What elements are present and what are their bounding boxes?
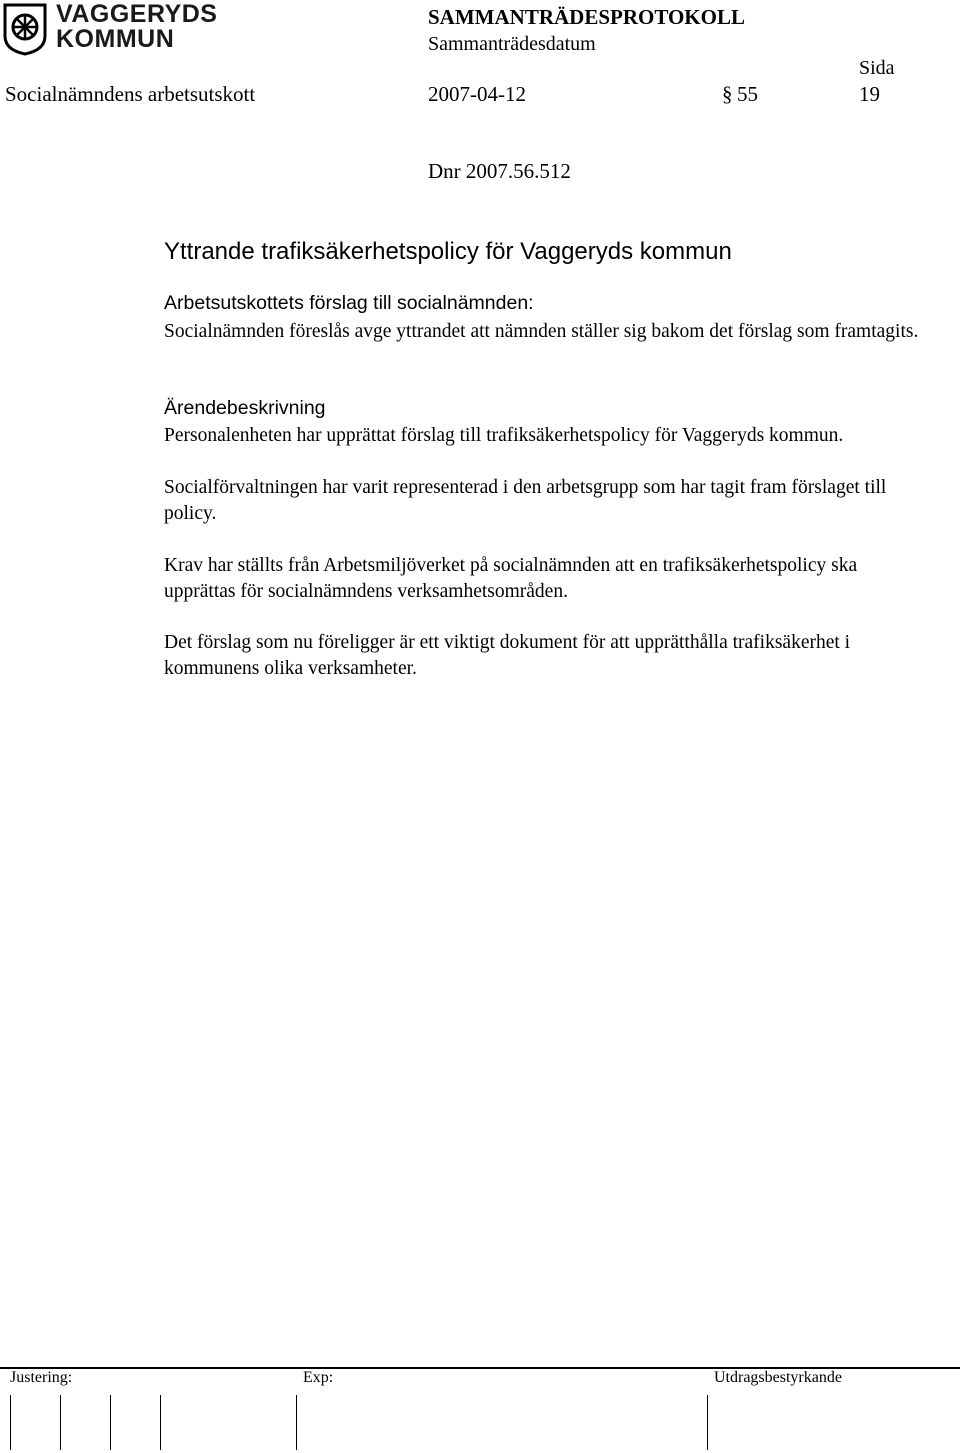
footer-justering-label: Justering: (10, 1369, 73, 1386)
logo-line-1: VAGGERYDS (56, 0, 218, 28)
signature-box-divider (160, 1395, 161, 1450)
signature-box-divider (60, 1395, 61, 1450)
logo-line-2: KOMMUN (56, 25, 175, 53)
case-number: Dnr 2007.56.512 (428, 159, 571, 183)
footer-utdrag-label: Utdragsbestyrkande (714, 1369, 842, 1386)
signature-box-divider (296, 1395, 297, 1450)
signature-box-divider (110, 1395, 111, 1450)
section-number: 55 (737, 82, 758, 106)
municipality-logo-text (56, 2, 217, 52)
meeting-date-label: Sammanträdesdatum (428, 33, 596, 55)
paragraph: Krav har ställts från Arbetsmiljöverket på socialnämnden att en trafiksäkerhetspolicy ska upprättas för socialnämndens verksamhetsområden. (164, 555, 858, 602)
proposal-heading: Arbetsutskottets förslag till socialnämnden: (164, 292, 534, 314)
signature-box-divider (707, 1395, 708, 1450)
page-title: Yttrande trafiksäkerhetspolicy för Vaggeryds kommun (164, 238, 732, 265)
footer-exp-label: Exp: (303, 1369, 334, 1386)
document-type: SAMMANTRÄDESPROTOKOLL (428, 5, 745, 29)
page-label: Sida (859, 57, 895, 79)
committee-name: Socialnämndens arbetsutskott (5, 82, 256, 106)
description-heading: Ärendebeskrivning (164, 397, 326, 419)
meeting-date: 2007-04-12 (428, 82, 526, 106)
proposal-text: Socialnämnden föreslås avge yttrandet att nämnden ställer sig bakom det förslag som framtagits. (164, 321, 919, 342)
paragraph: Det förslag som nu föreligger är ett viktigt dokument för att upprätthålla trafiksäkerhet i kommunens olika verksamheter. (164, 632, 851, 679)
paragraph: Personalenheten har upprättat förslag till trafiksäkerhetspolicy för Vaggeryds kommun. (164, 425, 844, 446)
signature-box-divider (10, 1395, 11, 1450)
municipality-emblem-icon (2, 2, 48, 56)
paragraph: Socialförvaltningen har varit representerad i den arbetsgrupp som har tagit fram förslaget till policy. (164, 477, 887, 524)
section-symbol: § (722, 82, 733, 106)
page-number: 19 (859, 82, 880, 106)
